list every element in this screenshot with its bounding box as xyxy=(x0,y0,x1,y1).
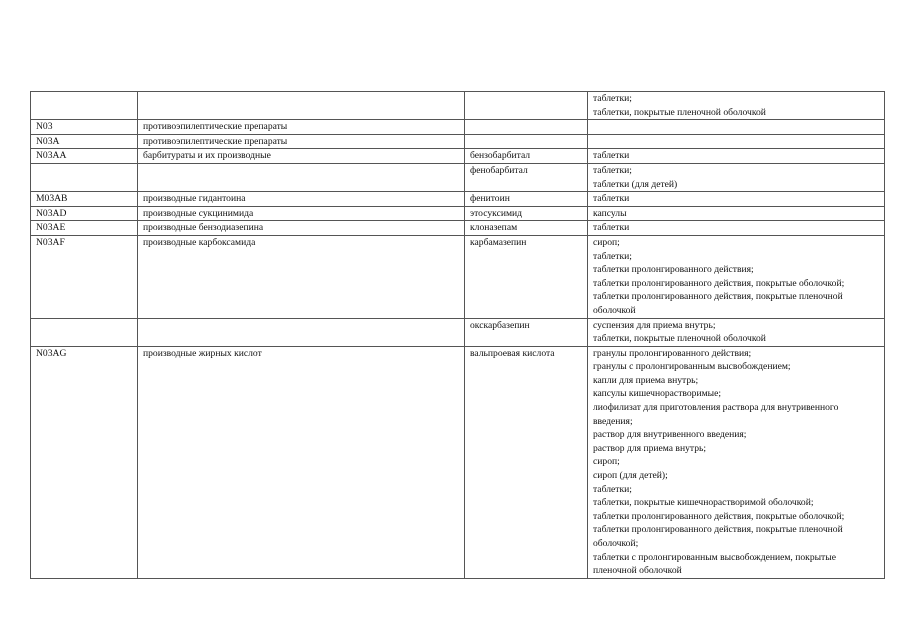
medication-table xyxy=(30,91,885,579)
dosage-form-line: таблетки, покрытые пленочной оболочкой xyxy=(593,106,766,118)
table-body xyxy=(31,92,885,579)
dosage-forms-cell xyxy=(588,149,885,164)
group-name-cell: производные жирных кислот xyxy=(138,346,465,578)
drug-name-cell: этосуксимид xyxy=(465,206,588,221)
table-row xyxy=(31,318,885,346)
table-row xyxy=(31,206,885,221)
dosage-forms-cell xyxy=(588,346,885,578)
drug-name-cell: карбамазепин xyxy=(465,235,588,318)
dosage-form-line: таблетки пролонгированного действия, покрытые оболочкой; xyxy=(593,277,845,289)
drug-name-cell xyxy=(465,120,588,135)
dosage-form-line: суспензия для приема внутрь; xyxy=(593,319,716,331)
dosage-form-line: лиофилизат для приготовления раствора для внутривенного введения; xyxy=(593,402,839,427)
table-row xyxy=(31,149,885,164)
drug-name-cell: вальпроевая кислота xyxy=(465,346,588,578)
group-name-cell: противоэпилептические препараты xyxy=(138,120,465,135)
dosage-form-line: таблетки, покрытые кишечнорастворимой оболочкой; xyxy=(593,497,814,509)
drug-name-cell xyxy=(465,134,588,149)
dosage-forms-cell xyxy=(588,120,885,135)
dosage-form-line: таблетки пролонгированного действия, покрытые пленочной оболочкой; xyxy=(593,524,843,549)
dosage-form-line: таблетки; xyxy=(593,250,632,262)
dosage-forms-cell xyxy=(588,235,885,318)
dosage-forms-cell xyxy=(588,192,885,207)
group-name-cell xyxy=(138,318,465,346)
dosage-forms-cell xyxy=(588,206,885,221)
atc-code-cell xyxy=(31,318,138,346)
dosage-form-line: таблетки пролонгированного действия, покрытые оболочкой; xyxy=(593,510,845,522)
dosage-form-line: таблетки, покрытые пленочной оболочкой xyxy=(593,333,766,345)
drug-name-cell: клоназепам xyxy=(465,221,588,236)
atc-code-cell: N03AD xyxy=(31,206,138,221)
table-row xyxy=(31,134,885,149)
group-name-cell: производные карбоксамида xyxy=(138,235,465,318)
dosage-form-line: таблетки с пролонгированным высвобождением, покрытые пленочной оболочкой xyxy=(593,551,836,577)
atc-code-cell xyxy=(31,92,138,120)
dosage-form-line: раствор для приема внутрь; xyxy=(593,442,707,454)
drug-name-cell xyxy=(465,92,588,120)
group-name-cell: барбитураты и их производные xyxy=(138,149,465,164)
dosage-forms-cell xyxy=(588,92,885,120)
atc-code-cell: N03AG xyxy=(31,346,138,578)
dosage-form-line: таблетки; xyxy=(593,483,632,495)
dosage-form-line: таблетки; xyxy=(593,164,632,176)
atc-code-cell: N03A xyxy=(31,134,138,149)
atc-code-cell: N03AE xyxy=(31,221,138,236)
dosage-form-line: таблетки; xyxy=(593,93,632,104)
dosage-forms-cell xyxy=(588,163,885,191)
table-row xyxy=(31,221,885,236)
dosage-form-line: таблетки xyxy=(593,222,630,234)
atc-code-cell: N03 xyxy=(31,120,138,135)
dosage-form-line: таблетки xyxy=(593,193,630,205)
group-name-cell: производные бензодиазепина xyxy=(138,221,465,236)
atc-code-cell: N03AA xyxy=(31,149,138,164)
dosage-forms-cell xyxy=(588,221,885,236)
dosage-form-line: гранулы пролонгированного действия; xyxy=(593,347,752,359)
atc-code-cell: M03AB xyxy=(31,192,138,207)
table-row xyxy=(31,192,885,207)
dosage-forms-cell xyxy=(588,318,885,346)
table-row xyxy=(31,235,885,318)
dosage-form-line: капсулы xyxy=(593,207,627,219)
dosage-form-line: сироп; xyxy=(593,456,620,468)
dosage-form-line: таблетки xyxy=(593,150,630,162)
group-name-cell xyxy=(138,163,465,191)
group-name-cell: противоэпилептические препараты xyxy=(138,134,465,149)
dosage-form-line: гранулы с пролонгированным высвобождением; xyxy=(593,361,791,373)
table-row xyxy=(31,92,885,120)
dosage-forms-cell xyxy=(588,134,885,149)
atc-code-cell: N03AF xyxy=(31,235,138,318)
dosage-form-line: сироп; xyxy=(593,236,620,248)
dosage-form-line: таблетки (для детей) xyxy=(593,178,678,190)
table-row xyxy=(31,346,885,578)
group-name-cell: производные сукцинимида xyxy=(138,206,465,221)
dosage-form-line: таблетки пролонгированного действия, покрытые пленочной оболочкой xyxy=(593,291,843,316)
dosage-form-line: капсулы кишечнорастворимые; xyxy=(593,388,722,400)
table-row xyxy=(31,163,885,191)
atc-code-cell xyxy=(31,163,138,191)
dosage-form-line: сироп (для детей); xyxy=(593,470,668,482)
group-name-cell xyxy=(138,92,465,120)
drug-name-cell: фенобарбитал xyxy=(465,163,588,191)
drug-name-cell: бензобарбитал xyxy=(465,149,588,164)
group-name-cell: производные гидантоина xyxy=(138,192,465,207)
dosage-form-line: капли для приема внутрь; xyxy=(593,374,699,386)
drug-name-cell: фенитоин xyxy=(465,192,588,207)
dosage-form-line: таблетки пролонгированного действия; xyxy=(593,264,754,276)
drug-name-cell: окскарбазепин xyxy=(465,318,588,346)
dosage-form-line: раствор для внутривенного введения; xyxy=(593,429,747,441)
table-row xyxy=(31,120,885,135)
